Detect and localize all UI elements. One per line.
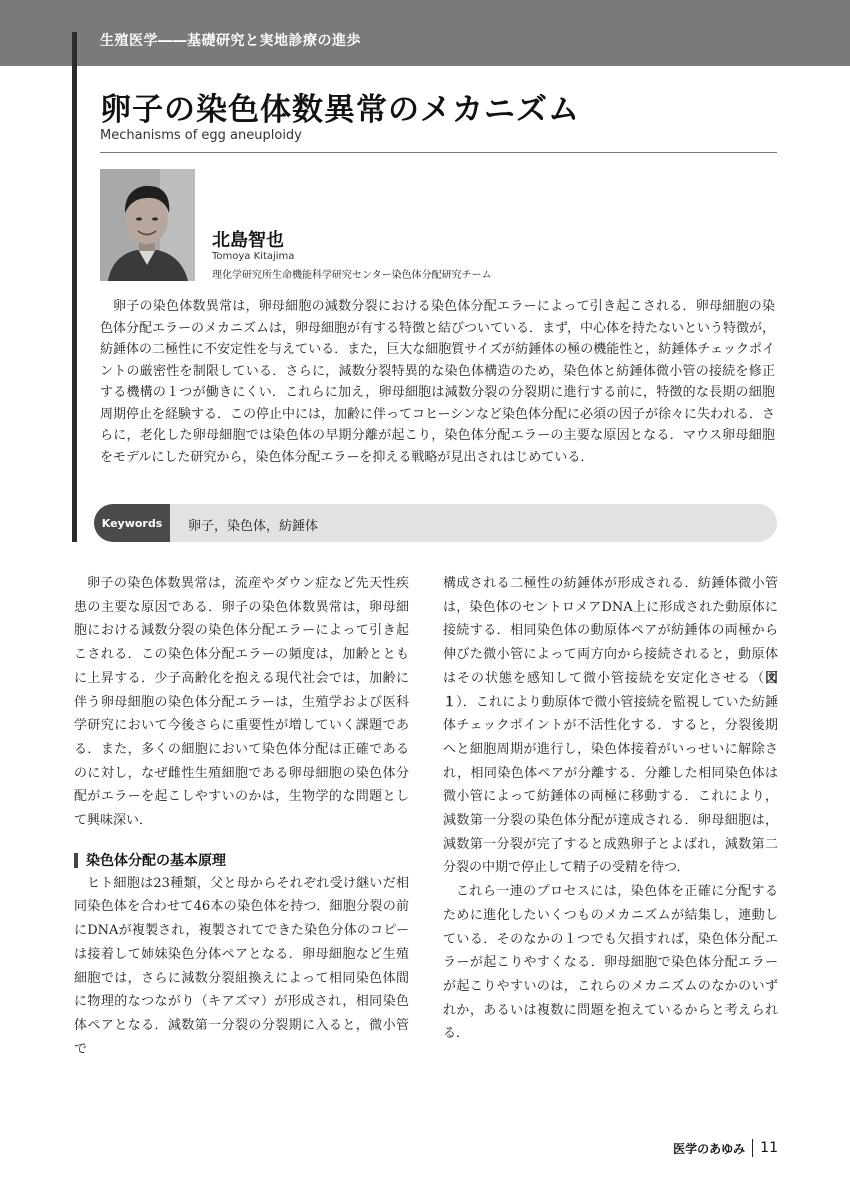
- author-name-roman: Tomoya Kitajima: [212, 251, 295, 262]
- body-paragraph-continued: [443, 572, 778, 880]
- series-title: 生殖医学――基礎研究と実地診療の進歩: [100, 33, 361, 49]
- author-photo: [100, 169, 195, 281]
- abstract: 卵子の染色体数異常は，卵母細胞の減数分裂における染色体分配エラーによって引き起こされる．卵母細胞の染色体分配エラーのメカニズムは，卵母細胞が有する特徴と結びついている．まず，中心体を持たないという特徴が，紡錘体の二極性に不安定性を与えている．また，巨大な細胞質サイズが紡錘体の極の機能性と，紡錘体チェックポイントの厳密性を制限している．さらに，減数分裂特異的な染色体構造のため，染色体と紡錘体微小管の接続を修正する機構の１つが働きにくい．これらに加え，卵母細胞は減数分裂の分裂期に進行する前に，特徴的な長期の細胞周期停止を経験する．この停止中には，加齢に伴ってコヒーシンなど染色体分配に必須の因子が徐々に失われる．さらに，老化した卵母細胞では染色体の早期分離が起こり，染色体分配エラーの主要な原因となる．マウス卵母細胞をモデルにした研究から，染色体分配エラーを抑える戦略が見出されはじめている．: [100, 299, 775, 465]
- article-title: 卵子の染色体数異常のメカニズム: [100, 92, 580, 128]
- body-column-right: [443, 572, 778, 1046]
- section-heading: [74, 850, 409, 872]
- keywords-text: 卵子，染色体，紡錘体: [188, 519, 319, 534]
- section-heading-text: 染色体分配の基本原理: [86, 852, 226, 869]
- author-affiliation: 理化学研究所生命機能科学研究センター染色体分配研究チーム: [212, 270, 492, 281]
- body-column-left: [74, 572, 409, 1061]
- title-divider: [100, 152, 777, 153]
- page-footer: [673, 1139, 778, 1157]
- body-paragraph: ヒト細胞は23種類，父と母からそれぞれ受け継いだ相同染色体を合わせて46本の染色体を持つ．細胞分裂の前にDNAが複製され，複製されてできた染色分体のコピーは接着して姉妹染色分体ペアとなる．卵母細胞など生殖細胞では，さらに減数分裂組換えによって相同染色体間に物理的なつながり（キアズマ）が形成され，相同染色体ペアとなる．減数第一分裂の分裂期に入ると，微小管で: [74, 875, 409, 1057]
- body-text-segment: 構成される二極性の紡錘体が形成される．紡錘体微小管は，染色体のセントロメアDNA上に形成された動原体に接続する．相同染色体の動原体ペアが紡錘体の両極から伸びた微小管によって両方向から接続されると，動原体はその状態を感知して微小管接続を安定化させる（: [443, 576, 778, 686]
- body-paragraph: これら一連のプロセスには，染色体を正確に分配するために進化したいくつものメカニズムが結集し，連動している．そのなかの１つでも欠損すれば，染色体分配エラーが起こりやすくなる．卵母細胞で染色体分配エラーが起こりやすいのは，これらのメカニズムのなかのいずれか，あるいは複数に問題を抱えているからと考えられる．: [443, 884, 778, 1042]
- body-text-segment: ）．これにより動原体で微小管接続を監視していた紡錘体チェックポイントが不活性化する．すると，分裂後期へと細胞周期が進行し，染色体接着がいっせいに解除され，相同染色体ペアが分離する．分離した相同染色体は微小管によって紡錘体の両極に移動する．これにより，減数第一分裂の染色体分配が達成される．卵母細胞は，減数第一分裂が完了すると成熟卵子とよばれ，減数第二分裂の中期で停止して精子の受精を待つ．: [443, 694, 778, 876]
- body-paragraph: 卵子の染色体数異常は，流産やダウン症など先天性疾患の主要な原因である．卵子の染色体数異常は，卵母細胞における減数分裂の染色体分配エラーによって引き起こされる．この染色体分配エラーの頻度は，加齢とともに上昇する．少子高齢化を抱える現代社会では，加齢に伴う卵母細胞の染色体分配エラーは，生殖学および医科学研究において今後さらに重要性が増していく課題である．また，多くの細胞において染色体分配は正確であるのに対し，なぜ雌性生殖細胞である卵母細胞の染色体分配がエラーを起こしやすいのかは，生物学的な問題として興味深い．: [74, 576, 409, 829]
- header-bar: [0, 0, 850, 66]
- article-subtitle: Mechanisms of egg aneuploidy: [100, 128, 302, 143]
- journal-name: 医学のあゆみ: [673, 1141, 746, 1156]
- author-name: 北島智也: [212, 230, 284, 251]
- page-number: 11: [760, 1140, 778, 1156]
- figure-reference[interactable]: 図１: [443, 670, 778, 710]
- author-portrait-icon: [100, 169, 195, 281]
- left-accent-rule: [72, 32, 77, 542]
- heading-bar-icon: [74, 853, 78, 868]
- keywords-label: Keywords: [94, 504, 170, 542]
- keywords-box: [94, 504, 777, 542]
- footer-separator: [752, 1139, 753, 1157]
